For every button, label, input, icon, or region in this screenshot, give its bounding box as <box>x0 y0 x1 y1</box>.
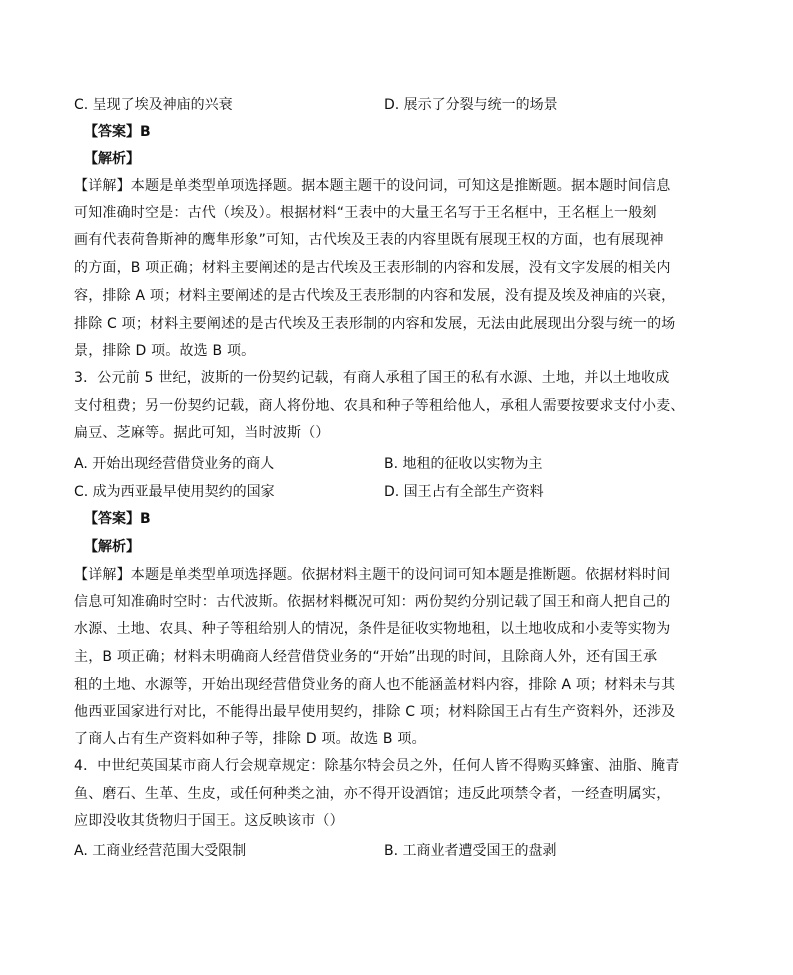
q3-detail-line: 信息可知准确时空时：古代波斯。依据材料概况可知：两份契约分别记载了国王和商人把自己的 <box>74 594 671 610</box>
q3-stem-line: 扁豆、芝麻等。据此可知，当时波斯（） <box>74 425 330 441</box>
q2-option-c: C. 呈现了埃及神庙的兴衰 <box>74 97 233 113</box>
q3-detail-line: 了商人占有生产资料如种子等，排除 D 项。故选 B 项。 <box>74 731 426 747</box>
q4-stem-line: 应即没收其货物归于国王。这反映该市（） <box>74 813 344 829</box>
q3-stem-line: 支付租费；另一份契约记载，商人将份地、农具和种子等租给他人，承租人需要按要求支付小麦、 <box>74 398 685 414</box>
q3-answer: 【答案】B <box>84 511 151 527</box>
q3-detail-line: 【详解】本题是单类型单项选择题。依据材料主题干的设问词可知本题是推断题。依据材料时间 <box>74 567 671 583</box>
q4-stem-line: 鱼、磨石、生革、生皮，或任何种类之油，亦不得开设酒馆；违反此项禁令者，一经查明属实， <box>74 786 671 802</box>
q3-option-b: B. 地租的征收以实物为主 <box>384 456 543 472</box>
q2-detail-line: 画有代表荷鲁斯神的鹰隼形象”可知，古代埃及王表的内容里既有展现王权的方面，也有展现神 <box>74 232 664 248</box>
q3-detail-line: 水源、土地、农具、种子等租给别人的情况，条件是征收实物地租，以土地收成和小麦等实物为 <box>74 621 671 637</box>
q2-detail-line: 容，排除 A 项；材料主要阐述的是古代埃及王表形制的内容和发展，没有提及埃及神庙的兴衰， <box>74 288 676 304</box>
q3-option-c: C. 成为西亚最早使用契约的国家 <box>74 484 275 500</box>
q2-detail-line: 景，排除 D 项。故选 B 项。 <box>74 343 256 359</box>
q3-detail-line: 主，B 项正确；材料未明确商人经营借贷业务的“开始”出现的时间，且除商人外，还有国王承 <box>74 649 658 665</box>
q2-detail-line: 【详解】本题是单类型单项选择题。据本题主题干的设问词，可知这是推断题。据本题时间信息 <box>74 178 671 194</box>
q4-option-b: B. 工商业者遭受国王的盘剥 <box>384 843 557 859</box>
q3-option-a: A. 开始出现经营借贷业务的商人 <box>74 456 275 472</box>
q3-detail-line: 租的土地、水源等，开始出现经营借贷业务的商人也不能涵盖材料内容，排除 A 项；材料未与其 <box>74 677 676 693</box>
q4-stem-line: 4．中世纪英国某市商人行会规章规定：除基尔特会员之外，任何人皆不得购买蜂蜜、油脂、腌青 <box>74 758 680 774</box>
q2-analysis-heading: 【解析】 <box>84 151 140 167</box>
q4-option-a: A. 工商业经营范围大受限制 <box>74 843 247 859</box>
q3-detail-line: 他西亚国家进行对比，不能得出最早使用契约，排除 C 项；材料除国王占有生产资料外，还涉及 <box>74 704 676 720</box>
q3-stem-line: 3．公元前 5 世纪，波斯的一份契约记载，有商人承租了国王的私有水源、土地，并以土地收成 <box>74 370 670 386</box>
q2-option-d: D. 展示了分裂与统一的场景 <box>384 97 558 113</box>
q2-detail-line: 的方面，B 项正确；材料主要阐述的是古代埃及王表形制的内容和发展，没有文字发展的相关内 <box>74 260 671 276</box>
q3-analysis-heading: 【解析】 <box>84 539 140 555</box>
q3-option-d: D. 国王占有全部生产资料 <box>384 484 544 500</box>
q2-answer: 【答案】B <box>84 124 151 140</box>
q2-detail-line: 可知准确时空是：古代（埃及）。根据材料“王表中的大量王名写于王名框中，王名框上一般刻 <box>74 205 657 221</box>
q2-detail-line: 排除 C 项；材料主要阐述的是古代埃及王表形制的内容和发展，无法由此展现出分裂与统一的场 <box>74 316 676 332</box>
